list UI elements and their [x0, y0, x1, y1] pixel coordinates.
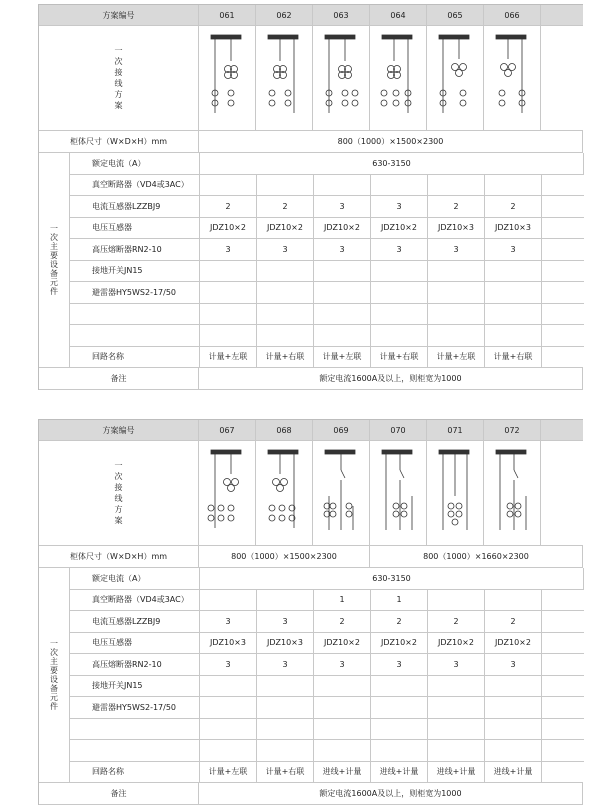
cell: [428, 697, 485, 718]
fuse-row: [70, 654, 584, 676]
cell: [428, 261, 485, 282]
cell: [200, 325, 257, 346]
blank-label: [70, 740, 200, 761]
cell: [485, 282, 542, 303]
wiring-diagram: [427, 441, 484, 545]
header-row: [39, 419, 583, 441]
cabinet-size-label: 柜体尺寸（W×D×H）mm: [39, 131, 199, 152]
label-char: 方: [114, 90, 123, 99]
cell: 3: [371, 196, 428, 217]
fuse-row: [70, 239, 584, 261]
cell: 3: [314, 239, 371, 260]
cell: JDZ10×2: [428, 633, 485, 654]
remark-row: [39, 783, 583, 805]
cell: 计量+左联: [200, 347, 257, 368]
cell: 3: [257, 654, 314, 675]
earthing-switch-row: [70, 676, 584, 698]
cell: [371, 697, 428, 718]
scheme-col-header: 067: [199, 420, 256, 440]
ct-row: [70, 196, 584, 218]
blank-row: [70, 740, 584, 762]
circuit-name-label: 回路名称: [70, 347, 200, 368]
vacuum-breaker-label: 真空断路器（VD4或3AC）: [70, 590, 200, 611]
label-char: 接: [114, 483, 123, 492]
cell: [428, 740, 485, 761]
ct-label: 电流互感器LZZBJ9: [70, 611, 200, 632]
wiring-diagram: [313, 26, 370, 130]
wiring-diagram-svg: [205, 31, 249, 125]
label-char: 案: [114, 101, 123, 110]
cell: JDZ10×2: [485, 633, 542, 654]
remark-value: 额定电流1600A及以上，则柜宽为1000: [199, 368, 583, 389]
wiring-diagram: [370, 26, 427, 130]
cabinet-size-value: 800（1000）×1500×2300: [199, 131, 583, 152]
cell: JDZ10×2: [314, 218, 371, 239]
cell: [257, 304, 314, 325]
cell: [371, 282, 428, 303]
cell: 3: [257, 611, 314, 632]
wiring-diagram-svg: [376, 31, 420, 125]
cell: 3: [428, 239, 485, 260]
cell: [257, 261, 314, 282]
cell: [314, 676, 371, 697]
scheme-no-label: 方案编号: [39, 5, 199, 25]
cell: JDZ10×3: [257, 633, 314, 654]
scheme-col-header: 065: [427, 5, 484, 25]
cell: [200, 740, 257, 761]
earthing-switch-label: 接地开关JN15: [70, 676, 200, 697]
blank-row: [70, 304, 584, 326]
circuit-name-label: 回路名称: [70, 762, 200, 783]
wiring-diagram-svg: [433, 31, 477, 125]
cell: [200, 304, 257, 325]
wiring-diagram: [370, 441, 427, 545]
cell: [428, 175, 485, 196]
cell: [485, 740, 542, 761]
equipment-body: [70, 153, 584, 367]
scheme-col-header: 063: [313, 5, 370, 25]
remark-label: 备注: [39, 368, 199, 389]
cell: [485, 261, 542, 282]
cell: [485, 304, 542, 325]
cell: 3: [428, 654, 485, 675]
equipment-side-text: 一次主要设备元件: [49, 224, 59, 296]
label-char: 线: [114, 494, 123, 503]
cell: 进线+计量: [314, 762, 371, 783]
cell: 2: [485, 611, 542, 632]
cell: [200, 719, 257, 740]
wiring-diagram-svg: [262, 31, 306, 125]
cell: [257, 175, 314, 196]
cell: [200, 590, 257, 611]
arrester-label: 避雷器HY5WS2-17/50: [70, 697, 200, 718]
wiring-diagram-row: [39, 441, 583, 546]
cell: JDZ10×2: [314, 633, 371, 654]
fuse-label: 高压熔断器RN2-10: [70, 239, 200, 260]
blank-row: [70, 325, 584, 347]
cell: 3: [371, 239, 428, 260]
cell: [428, 719, 485, 740]
primary-wiring-label: [39, 441, 199, 545]
cell: [314, 282, 371, 303]
cell: [257, 590, 314, 611]
wiring-diagram-svg: [490, 31, 534, 125]
cell: 2: [257, 196, 314, 217]
cell: 计量+左联: [200, 762, 257, 783]
cell: JDZ10×2: [200, 218, 257, 239]
cell: [314, 740, 371, 761]
cell: 进线+计量: [371, 762, 428, 783]
cell: 3: [257, 239, 314, 260]
cell: [200, 261, 257, 282]
label-char: 方: [114, 505, 123, 514]
cell: [200, 676, 257, 697]
cell: [371, 175, 428, 196]
cell: [428, 590, 485, 611]
cell: [314, 304, 371, 325]
circuit-name-row: [70, 762, 584, 783]
scheme-col-header: 069: [313, 420, 370, 440]
wiring-diagram: [313, 441, 370, 545]
cell: [314, 325, 371, 346]
cell: 进线+计量: [428, 762, 485, 783]
cell: [371, 325, 428, 346]
scheme-col-header: 062: [256, 5, 313, 25]
cell: 2: [371, 611, 428, 632]
wiring-diagram-svg: [319, 31, 363, 125]
cell: [257, 282, 314, 303]
equipment-group: [39, 568, 583, 783]
wiring-diagram: [199, 441, 256, 545]
cell: [485, 697, 542, 718]
cell: [257, 676, 314, 697]
cell: [257, 719, 314, 740]
arrester-row: [70, 282, 584, 304]
blank-label: [70, 304, 200, 325]
cell: 3: [314, 196, 371, 217]
ct-row: [70, 611, 584, 633]
cell: [485, 175, 542, 196]
label-char: 一: [114, 461, 123, 470]
label-char: 次: [114, 472, 123, 481]
scheme-col-header: 064: [370, 5, 427, 25]
scheme-no-label: 方案编号: [39, 420, 199, 440]
cell: 3: [485, 239, 542, 260]
cell: [257, 740, 314, 761]
wiring-diagram-svg: [433, 446, 477, 540]
cell: 2: [485, 196, 542, 217]
cell: [257, 697, 314, 718]
cell: 1: [371, 590, 428, 611]
equipment-body: [70, 568, 584, 782]
wiring-diagram-svg: [319, 446, 363, 540]
cell: 2: [428, 611, 485, 632]
cell: [428, 282, 485, 303]
earthing-switch-row: [70, 261, 584, 283]
earthing-switch-label: 接地开关JN15: [70, 261, 200, 282]
cabinet-size-value: 800（1000）×1660×2300: [370, 546, 583, 567]
blank-label: [70, 325, 200, 346]
cell: 计量+右联: [257, 762, 314, 783]
blank-label: [70, 719, 200, 740]
cabinet-size-row: [39, 131, 583, 153]
circuit-name-row: [70, 347, 584, 368]
cell: 3: [200, 239, 257, 260]
blank-row: [70, 719, 584, 741]
equipment-side-text: 一次主要设备元件: [49, 639, 59, 711]
cell: JDZ10×3: [200, 633, 257, 654]
vacuum-breaker-row: [70, 590, 584, 612]
wiring-diagram: [199, 26, 256, 130]
wiring-diagram-svg: [490, 446, 534, 540]
rated-current-row: [70, 568, 584, 590]
cell: [200, 282, 257, 303]
vt-label: 电压互感器: [70, 218, 200, 239]
cell: 计量+左联: [314, 347, 371, 368]
equipment-side-label: [39, 153, 70, 367]
scheme-col-header: 066: [484, 5, 541, 25]
arrester-row: [70, 697, 584, 719]
cell: [428, 325, 485, 346]
cell: 计量+右联: [485, 347, 542, 368]
scheme-col-header: 061: [199, 5, 256, 25]
cell: JDZ10×3: [428, 218, 485, 239]
rated-current-value: 630-3150: [200, 153, 584, 174]
wiring-diagram-svg: [205, 446, 249, 540]
wiring-diagram: [256, 26, 313, 130]
label-char: 接: [114, 68, 123, 77]
cell: 计量+右联: [371, 347, 428, 368]
cell: [371, 261, 428, 282]
wiring-diagram-row: [39, 26, 583, 131]
label-char: 线: [114, 79, 123, 88]
cell: 1: [314, 590, 371, 611]
cell: [371, 719, 428, 740]
vt-row: [70, 218, 584, 240]
cabinet-size-label: 柜体尺寸（W×D×H）mm: [39, 546, 199, 567]
rated-current-label: 额定电流（A）: [70, 153, 200, 174]
equipment-group: [39, 153, 583, 368]
cell: [485, 590, 542, 611]
primary-wiring-label: [39, 26, 199, 130]
scheme-table-2: [38, 419, 583, 805]
cell: 3: [200, 654, 257, 675]
cell: JDZ10×2: [371, 633, 428, 654]
cell: 3: [485, 654, 542, 675]
wiring-diagram: [484, 441, 541, 545]
scheme-table-1: [38, 4, 583, 390]
cell: [200, 697, 257, 718]
cell: [485, 325, 542, 346]
cell: 计量+左联: [428, 347, 485, 368]
cell: [314, 261, 371, 282]
cell: [371, 304, 428, 325]
vt-row: [70, 633, 584, 655]
cabinet-size-row: [39, 546, 583, 568]
cell: [428, 676, 485, 697]
remark-label: 备注: [39, 783, 199, 804]
cell: 2: [200, 196, 257, 217]
cell: [314, 697, 371, 718]
cell: [371, 676, 428, 697]
cell: [200, 175, 257, 196]
wiring-diagram-svg: [262, 446, 306, 540]
cell: 3: [314, 654, 371, 675]
wiring-diagram: [484, 26, 541, 130]
cell: [314, 175, 371, 196]
cell: JDZ10×2: [371, 218, 428, 239]
cell: [371, 740, 428, 761]
remark-row: [39, 368, 583, 390]
cell: 3: [371, 654, 428, 675]
cell: [314, 719, 371, 740]
scheme-col-header: 068: [256, 420, 313, 440]
label-char: 一: [114, 46, 123, 55]
scheme-col-header: 070: [370, 420, 427, 440]
cell: 2: [314, 611, 371, 632]
wiring-diagram-svg: [376, 446, 420, 540]
cell: 进线+计量: [485, 762, 542, 783]
cell: 3: [200, 611, 257, 632]
cell: [485, 719, 542, 740]
ct-label: 电流互感器LZZBJ9: [70, 196, 200, 217]
cabinet-size-value: 800（1000）×1500×2300: [199, 546, 370, 567]
wiring-diagram: [256, 441, 313, 545]
cell: JDZ10×2: [257, 218, 314, 239]
cell: 计量+右联: [257, 347, 314, 368]
scheme-col-header: 072: [484, 420, 541, 440]
vt-label: 电压互感器: [70, 633, 200, 654]
cell: [485, 676, 542, 697]
remark-value: 额定电流1600A及以上，则柜宽为1000: [199, 783, 583, 804]
vacuum-breaker-row: [70, 175, 584, 197]
cell: 2: [428, 196, 485, 217]
vacuum-breaker-label: 真空断路器（VD4或3AC）: [70, 175, 200, 196]
rated-current-row: [70, 153, 584, 175]
cell: JDZ10×3: [485, 218, 542, 239]
cell: [428, 304, 485, 325]
header-row: [39, 4, 583, 26]
label-char: 案: [114, 516, 123, 525]
label-char: 次: [114, 57, 123, 66]
fuse-label: 高压熔断器RN2-10: [70, 654, 200, 675]
equipment-side-label: [39, 568, 70, 782]
rated-current-value: 630-3150: [200, 568, 584, 589]
rated-current-label: 额定电流（A）: [70, 568, 200, 589]
cell: [257, 325, 314, 346]
wiring-diagram: [427, 26, 484, 130]
arrester-label: 避雷器HY5WS2-17/50: [70, 282, 200, 303]
scheme-col-header: 071: [427, 420, 484, 440]
